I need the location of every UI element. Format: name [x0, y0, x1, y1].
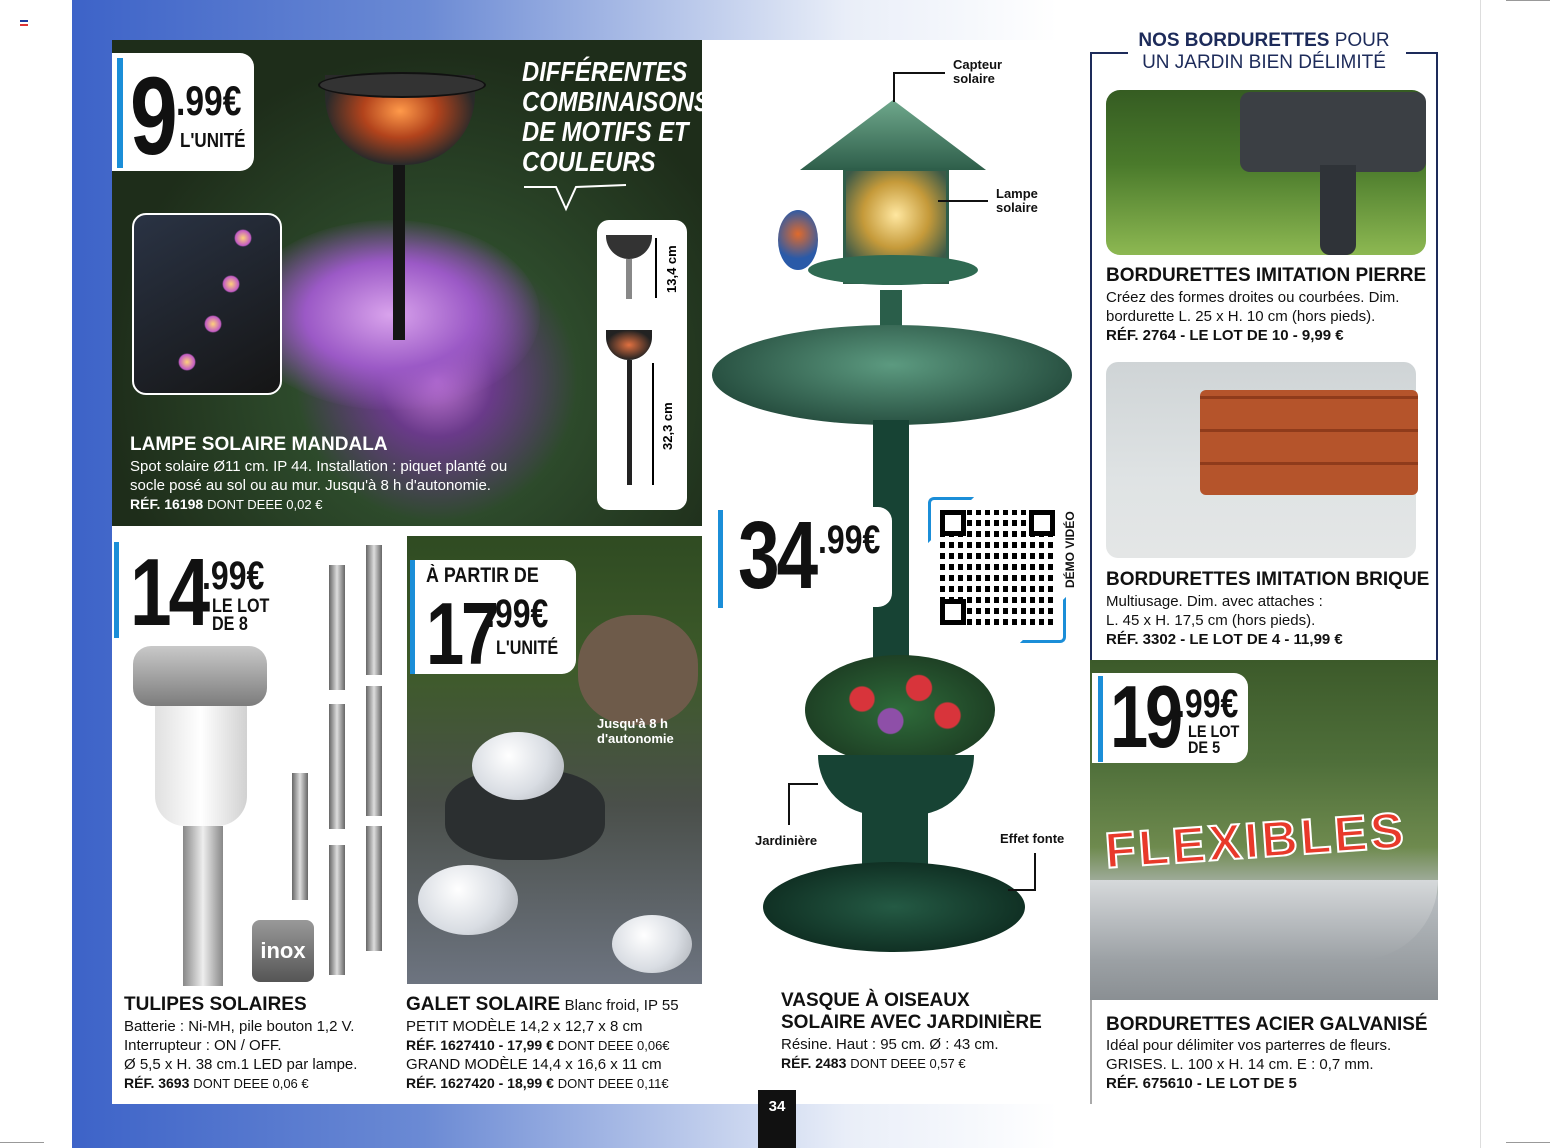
stone-border-peg — [1320, 165, 1356, 255]
birdbath-bowl-image — [712, 325, 1072, 425]
brique-desc-line: L. 45 x H. 17,5 cm (hors pieds). — [1106, 612, 1316, 629]
price-integer: 14 — [130, 539, 208, 646]
price-unit: LE LOT — [1188, 722, 1240, 741]
lamp-stake-pole — [627, 360, 632, 485]
qr-finder — [1029, 510, 1055, 536]
mandala-headline — [522, 57, 710, 177]
callout-line — [788, 783, 790, 825]
callout-fonte: Effet fonte — [1000, 831, 1065, 846]
pierre-desc-line: Créez des formes droites ou courbées. Dim. — [1106, 289, 1400, 306]
tulip-lamp-body — [155, 706, 247, 826]
tulipes-desc-line: Interrupteur : ON / OFF. — [124, 1037, 282, 1054]
price-unit: LE LOT — [212, 596, 270, 617]
ref-number: RÉF. 1627410 - 17,99 € — [406, 1037, 554, 1053]
galet-autonomy-note: Jusqu'à 8 h d'autonomie — [597, 716, 674, 746]
galet-small-ref — [406, 1036, 670, 1055]
callout-text: Lampe — [996, 186, 1038, 201]
tulipes-title: TULIPES SOLAIRES — [124, 994, 307, 1015]
title-line: VASQUE À OISEAUX — [781, 990, 970, 1011]
callout-line — [893, 72, 945, 74]
mandala-desc-line: socle posé au sol ou au mur. Jusqu'à 8 h d'autonomie. — [130, 477, 491, 494]
mandala-ref — [130, 495, 322, 514]
section-title — [1120, 30, 1408, 74]
price-decimal: .99€ — [1176, 682, 1239, 726]
price-unit: DE 5 — [1188, 738, 1221, 757]
galet-large-ref — [406, 1074, 669, 1093]
section-title-line2: UN JARDIN BIEN DÉLIMITÉ — [1142, 52, 1386, 73]
brick-border-image — [1200, 390, 1418, 495]
birdbath-neck — [880, 290, 902, 330]
deee-note: DONT DEEE 0,06 € — [193, 1076, 309, 1091]
galet-small-model: PETIT MODÈLE 14,2 x 12,7 x 8 cm — [406, 1018, 643, 1035]
tulipes-ref — [124, 1074, 309, 1093]
ref-number: RÉF. 1627420 - 18,99 € — [406, 1075, 554, 1091]
price-accent-bar — [117, 58, 123, 168]
divider — [1506, 0, 1550, 1]
tulip-stake-image — [329, 704, 345, 829]
planter-flowers-image — [805, 655, 995, 765]
qr-finder — [940, 599, 966, 625]
callout-line — [938, 200, 988, 202]
acier-desc-line: Idéal pour délimiter vos parterres de fleurs. — [1106, 1037, 1392, 1054]
callout-text: solaire — [996, 200, 1038, 215]
callout-lampe — [996, 187, 1038, 215]
tulipes-desc-line: Batterie : Ni-MH, pile bouton 1,2 V. — [124, 1018, 355, 1035]
ref-number: RÉF. 16198 — [130, 496, 204, 512]
galet-title-row — [406, 994, 679, 1016]
price-unit: L'UNITÉ — [496, 638, 559, 659]
section-title-rest: POUR — [1329, 30, 1390, 51]
headline-arrow-icon — [522, 183, 632, 213]
qr-finder — [940, 510, 966, 536]
tulip-stake-image — [329, 845, 345, 975]
tulip-stake-image — [366, 826, 382, 951]
deee-note: DONT DEEE 0,02 € — [207, 497, 323, 512]
price-decimal: .99€ — [202, 554, 265, 598]
tulip-stake-image — [329, 565, 345, 690]
birdbath-lantern-base — [808, 255, 978, 285]
brique-ref: RÉF. 3302 - LE LOT DE 4 - 11,99 € — [1106, 631, 1343, 648]
price-integer: 9 — [130, 55, 175, 178]
lamp-stake-image — [393, 165, 405, 340]
price-accent-bar — [114, 542, 119, 638]
flexibles-label: FLEXIBLES — [1103, 801, 1409, 879]
ref-number: RÉF. 2483 — [781, 1055, 847, 1071]
bird-image — [778, 210, 818, 270]
steel-border-image — [1090, 880, 1438, 960]
dimension-line — [652, 363, 654, 485]
stone-pot-image — [578, 615, 698, 725]
brique-desc-line: Multiusage. Dim. avec attaches : — [1106, 593, 1323, 610]
galet-stone-image — [472, 732, 564, 800]
price-decimal: .99€ — [176, 77, 242, 124]
mandala-inset-photo — [132, 213, 282, 395]
dimension-line — [655, 238, 657, 298]
acier-ref: RÉF. 675610 - LE LOT DE 5 — [1106, 1075, 1297, 1092]
price-decimal: .99€ — [818, 518, 881, 562]
price-unit: L'UNITÉ — [180, 130, 246, 152]
price-unit: DE 8 — [212, 614, 248, 635]
callout-jardiniere: Jardinière — [755, 833, 818, 848]
price-prefix: À PARTIR DE — [426, 564, 539, 587]
callout-capteur — [953, 58, 1002, 86]
price-decimal: .99€ — [486, 592, 549, 636]
section-frame — [1406, 52, 1438, 54]
headline-line: DE MOTIFS ET — [522, 116, 689, 147]
vasque-title — [781, 990, 1042, 1034]
tulip-stake-image — [366, 545, 382, 675]
price-integer: 19 — [1110, 667, 1181, 766]
vasque-ref — [781, 1054, 966, 1073]
acier-title: BORDURETTES ACIER GALVANISÉ — [1106, 1014, 1428, 1035]
left-margin — [0, 0, 72, 1148]
lamp-table-stand — [626, 259, 632, 299]
pierre-desc-line: bordurette L. 25 x H. 10 cm (hors pieds). — [1106, 308, 1376, 325]
brique-title: BORDURETTES IMITATION BRIQUE — [1106, 569, 1430, 590]
callout-text: solaire — [953, 71, 995, 86]
callout-line — [788, 783, 818, 785]
price-accent-bar — [410, 560, 415, 674]
headline-line: DIFFÉRENTES — [522, 56, 688, 87]
deee-note: DONT DEEE 0,06€ — [557, 1038, 670, 1053]
callout-line — [1008, 889, 1036, 891]
inox-badge-icon: inox — [252, 920, 314, 982]
tulipes-desc-line: Ø 5,5 x H. 38 cm.1 LED par lampe. — [124, 1056, 358, 1073]
mandala-light-pattern — [240, 220, 540, 410]
stone-border-image — [1240, 92, 1426, 172]
headline-line: COULEURS — [522, 146, 656, 177]
page-number: 34 — [758, 1090, 796, 1148]
section-title-bold: NOS BORDURETTES — [1138, 30, 1330, 51]
callout-text: Capteur — [953, 57, 1003, 72]
galet-title: GALET SOLAIRE — [406, 994, 561, 1015]
dimension-bottom-label: 32,3 cm — [660, 402, 675, 450]
mandala-title: LAMPE SOLAIRE MANDALA — [130, 434, 388, 455]
flag-icon — [20, 20, 28, 28]
section-frame — [1090, 52, 1092, 662]
galet-stone-image — [418, 865, 518, 935]
galet-large-model: GRAND MODÈLE 14,4 x 16,6 x 11 cm — [406, 1056, 662, 1073]
divider — [1506, 1142, 1550, 1143]
birdbath-base-image — [763, 862, 1025, 952]
tulip-lamp-pole — [183, 826, 223, 986]
right-margin — [1480, 0, 1550, 1148]
galet-stone-image — [612, 915, 692, 973]
tulip-lamp-image — [133, 646, 267, 706]
section-frame — [1436, 52, 1438, 660]
vasque-desc: Résine. Haut : 95 cm. Ø : 43 cm. — [781, 1036, 999, 1053]
solar-panel-image — [318, 72, 486, 98]
deee-note: DONT DEEE 0,11€ — [557, 1076, 669, 1091]
deee-note: DONT DEEE 0,57 € — [850, 1056, 966, 1071]
ref-number: RÉF. 3693 — [124, 1075, 190, 1091]
mandala-desc-line: Spot solaire Ø11 cm. IP 44. Installation : piquet planté ou — [130, 458, 508, 475]
pierre-title: BORDURETTES IMITATION PIERRE — [1106, 265, 1427, 286]
qr-label: DÉMO VIDÉO — [1063, 511, 1077, 588]
callout-line — [1034, 853, 1036, 891]
tulip-stake-image — [292, 773, 308, 900]
acier-desc-line: GRISES. L. 100 x H. 14 cm. E : 0,7 mm. — [1106, 1056, 1374, 1073]
price-integer: 34 — [738, 502, 816, 609]
price-integer: 17 — [426, 584, 497, 683]
divider — [0, 1142, 44, 1143]
dimension-top-label: 13,4 cm — [664, 245, 679, 293]
tulip-stake-image — [366, 686, 382, 816]
price-accent-bar — [1098, 676, 1103, 762]
callout-line — [893, 72, 895, 102]
divider — [1090, 1000, 1092, 1104]
title-line: SOLAIRE AVEC JARDINIÈRE — [781, 1012, 1042, 1033]
pierre-ref: RÉF. 2764 - LE LOT DE 10 - 9,99 € — [1106, 327, 1344, 344]
price-accent-bar — [718, 510, 723, 608]
headline-line: COMBINAISONS — [522, 86, 710, 117]
galet-subtitle: Blanc froid, IP 55 — [564, 997, 679, 1014]
